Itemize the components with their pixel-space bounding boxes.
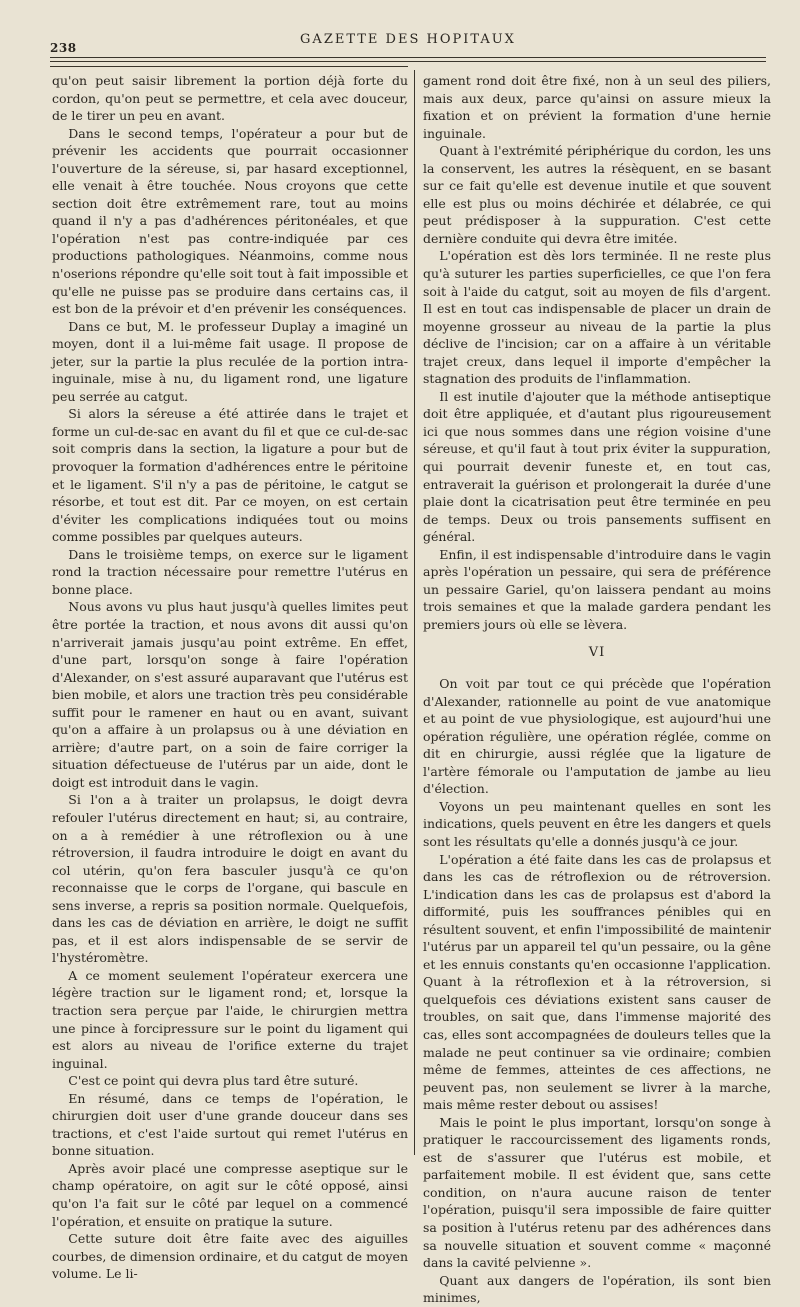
paragraph: L'opération a été faite dans les cas de prolapsus et dans les cas de rétroflexion ou de rétroversion. L'indication dans les cas de prolapsus est d'abord la difformité, puis les souffrances pénibles qui en résultent souvent, et enfin l'impossibilité de maintenir l'utérus par un appareil tel qu'un pessaire, ou la gêne et les ennuis constants qu'en occasionne l'application. Quant à la rétroflexion et à la rétroversion, si quelquefois ces déviations existent sans causer de troubles, on sait que, dans l'immense majorité des cas, elles sont accompagnées de douleurs telles que la malade ne peut continuer sa vie ordinaire; combien même de femmes, atteintes de ces affections, ne peuvent pas, non seulement se livrer à la marche, mais même rester debout ou assises!: [423, 851, 771, 1113]
right-column: [423, 72, 771, 1306]
left-column: [52, 72, 408, 1282]
paragraph: Dans le second temps, l'opérateur a pour but de prévenir les accidents que pourrait occasionner l'ouverture de la séreuse, si, par hasard exceptionnel, elle venait à être touchée. Nous croyons que cette section doit être extrêmement rare, tout au moins quand il n'y a pas d'adhérences péritonéales, et que l'opération n'est pas contre-indiquée par ces productions pathologiques. Néanmoins, comme nous n'oserions répondre qu'elle soit tout à fait impossible et qu'elle ne puisse pas se produire dans certains cas, il est bon de la prévoir et d'en prévenir les conséquences.: [52, 125, 408, 317]
column-divider: [414, 70, 415, 1155]
paragraph: Nous avons vu plus haut jusqu'à quelles limites peut être portée la traction, et nous avons dit aussi qu'on n'arriverait jamais jusqu'au point extrême. En effet, d'une part, lorsqu'on songe à faire l'opération d'Alexander, on s'est assuré auparavant que l'utérus est bien mobile, et alors une traction très peu considérable suffit pour le ramener en haut ou en avant, suivant qu'on a affaire à un prolapsus ou à une déviation en arrière; d'autre part, on a soin de faire corriger la situation défectueuse de l'utérus par un aide, dont le doigt est introduit dans le vagin.: [52, 599, 408, 790]
paragraph: C'est ce point qui devra plus tard être suturé.: [68, 1073, 359, 1089]
page-header: [50, 32, 766, 54]
paragraph: Il est inutile d'ajouter que la méthode antiseptique doit être appliquée, et d'autant plus rigoureusement ici que nous sommes dans une région voisine d'une séreuse, et qu'il faut à tout prix éviter la suppuration, qui pourrait devenir funeste et, en tout cas, entraverait la guérison et prolongerait la durée d'une plaie dont la cicatrisation peut être terminée en peu de temps. Deux ou trois pansements suffisent en général.: [423, 388, 771, 545]
paragraph: Après avoir placé une compresse aseptique sur le champ opératoire, on agit sur le côté opposé, ainsi qu'on l'a fait sur le côté par lequel on a commencé l'opération, et ensuite on pratique la suture.: [52, 1160, 408, 1229]
paragraph: Quant à l'extrémité périphérique du cordon, les uns la conservent, les autres la résèquent, en se basant sur ce fait qu'elle est devenue inutile et que souvent elle est plus ou moins déchirée et délabrée, ce qui peut prédisposer à la suppuration. C'est cette dernière conduite qui devra être imitée.: [423, 143, 771, 246]
paragraph: On voit par tout ce qui précède que l'opération d'Alexander, rationnelle au point de vue anatomique et au point de vue physiologique, est aujourd'hui une opération régulière, une opération réglée, comme on dit en chirurgie, aussi réglée que la ligature de l'artère fémorale ou l'amputation de jambe au lieu d'élection.: [423, 676, 771, 797]
paragraph: A ce moment seulement l'opérateur exercera une légère traction sur le ligament rond; et, lorsque la traction sera perçue par l'aide, le chirurgien mettra une pince à forcipressure sur le point du ligament qui est alors au niveau de l'orifice externe du trajet inguinal.: [52, 967, 408, 1071]
paragraph: L'opération est dès lors terminée. Il ne reste plus qu'à suturer les parties superficielles, ce que l'on fera soit à l'aide du catgut, soit au moyen de fils d'argent. Il est en tout cas indispensable de placer un drain de moyenne grosseur au niveau de la partie la plus déclive de l'incision; car on a affaire à un véritable trajet creux, dans lequel il importe d'empêcher la stagnation des produits de l'inflammation.: [423, 248, 771, 387]
header-rule-thick: [50, 57, 766, 58]
paragraph: Dans le troisième temps, on exerce sur le ligament rond la traction nécessaire pour remettre l'utérus en bonne place.: [52, 546, 408, 597]
paragraph: Enfin, il est indispensable d'introduire dans le vagin après l'opération un pessaire, qui sera de préférence un pessaire Gariel, qu'on laissera pendant au moins trois semaines et que la malade gardera pendant les premiers jours où elle se lèvera.: [423, 546, 771, 632]
column-top-rule: [50, 66, 408, 67]
paragraph: Si l'on a à traiter un prolapsus, le doigt devra refouler l'utérus directement en haut; si, au contraire, on a à remédier à une rétroflexion ou à une rétroversion, il faudra introduire le doigt en avant du col utérin, qu'on fera basculer jusqu'à ce qu'on reconnaisse que le corps de l'organe, qui bascule en sens inverse, a repris sa position normale. Quelquefois, dans les cas de déviation en arrière, le doigt ne suffit pas, et il est alors indispensable de se servir de l'hystéromètre.: [52, 792, 408, 966]
paragraph: Si alors la séreuse a été attirée dans le trajet et forme un cul-de-sac en avant du fil et que ce cul-de-sac soit compris dans la section, la ligature a pour but de provoquer la formation d'adhérences entre le péritoine et le ligament. S'il n'y a pas de péritoine, le catgut se résorbe, et tout est dit. Par ce moyen, on est certain d'éviter les complications indiquées tout ou moins comme possibles par quelques auteurs.: [52, 406, 408, 545]
header-rule-thin: [50, 61, 766, 62]
paragraph: Cette suture doit être faite avec des aiguilles courbes, de dimension ordinaire, et du catgut de moyen volume. Le li-: [52, 1231, 408, 1282]
section-number: VI: [588, 644, 606, 660]
journal-title: GAZETTE DES HOPITAUX: [300, 32, 516, 47]
paragraph: Quant aux dangers de l'opération, ils sont bien minimes,: [423, 1272, 771, 1306]
paragraph: En résumé, dans ce temps de l'opération, le chirurgien doit user d'une grande douceur dans ses tractions, et c'est l'aide surtout qui remet l'utérus en bonne situation.: [52, 1090, 408, 1159]
paragraph: qu'on peut saisir librement la portion déjà forte du cordon, qu'on peut se permettre, et cela avec douceur, de le tirer un peu en avant.: [52, 73, 408, 124]
paragraph: Dans ce but, M. le professeur Duplay a imaginé un moyen, dont il a lui-même fait usage. Il propose de jeter, sur la partie la plus reculée de la portion intra-inguinale, mise à nu, du ligament rond, une ligature peu serrée au catgut.: [52, 318, 408, 404]
page-number: 238: [50, 41, 77, 55]
paragraph: Mais le point le plus important, lorsqu'on songe à pratiquer le raccourcissement des ligaments ronds, est de s'assurer que l'utérus est mobile, et parfaitement mobile. Il est évident que, sans cette condition, on n'aura aucune raison de tenter l'opération, puisqu'il sera impossible de faire quitter sa position à l'utérus retenu par des adhérences dans sa nouvelle situation et souvent comme « maçonné dans la cavité pelvienne ».: [423, 1114, 771, 1271]
paragraph: gament rond doit être fixé, non à un seul des piliers, mais aux deux, parce qu'ainsi on assure mieux la fixation et on prévient la formation d'une hernie inguinale.: [423, 73, 771, 141]
paragraph: Voyons un peu maintenant quelles en sont les indications, quels peuvent en être les dangers et quels sont les résultats qu'elle a donnés jusqu'à ce jour.: [423, 798, 771, 849]
